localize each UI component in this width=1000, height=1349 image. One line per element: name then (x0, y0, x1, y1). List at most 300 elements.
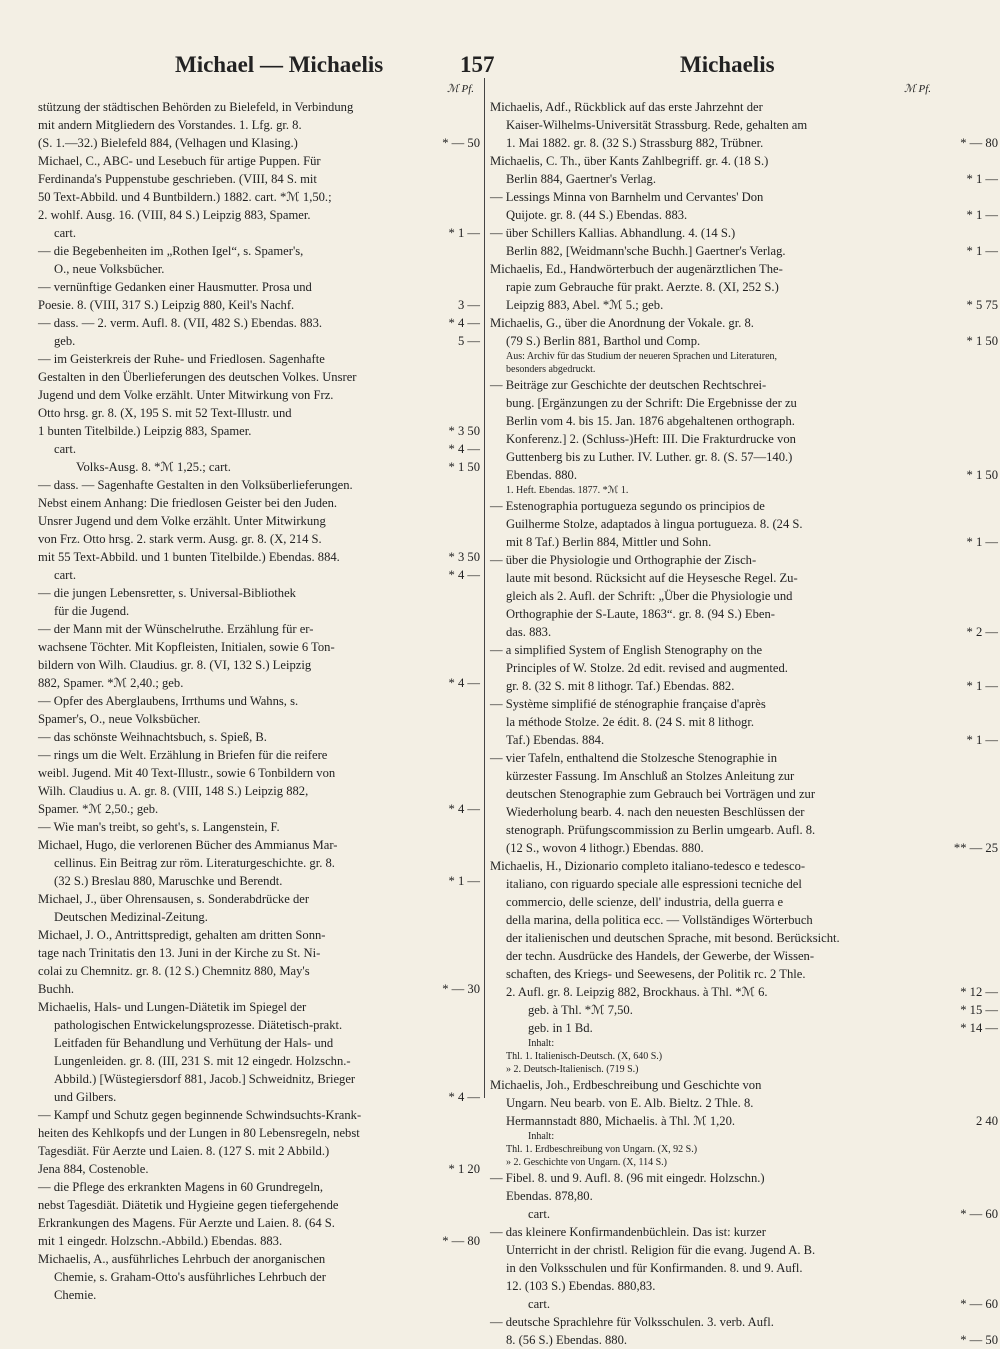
entry-text: für die Jugend. (54, 604, 130, 618)
entry-line (490, 1241, 938, 1259)
entry-text: commercio, delle scienze, dell' industria, della guerra e (506, 895, 784, 909)
entry-line (490, 857, 938, 875)
entry-line (490, 206, 998, 224)
entry-text: Berlin vom 4. bis 15. Jan. 1876 abgehaltenen orthograph. (506, 414, 795, 428)
entry-line (38, 584, 478, 602)
entry-price: * 15 — (960, 1003, 998, 1017)
entry-price: * 1 20 (448, 1162, 480, 1176)
entry-line (38, 728, 478, 746)
entry-text: Berlin 884, Gaertner's Verlag. (506, 172, 656, 186)
entry-line (490, 929, 938, 947)
entry-text: bung. [Ergänzungen zu der Schrift: Die Ergebnisse der zu (506, 396, 797, 410)
entry-text: Michaelis, Adf., Rückblick auf das erste Jahrzehnt der (490, 100, 763, 114)
entry-text: 8. (56 S.) Ebendas. 880. (506, 1333, 628, 1347)
entry-line (490, 116, 938, 134)
entry-line (490, 314, 938, 332)
entry-text: Konferenz.] 2. (Schluss-)Heft: III. Die Frakturdrucke von (506, 432, 796, 446)
entry-text: cart. (54, 226, 77, 240)
entry-text: Unsrer Jugend und dem Volke erzählt. Unter Mitwirkung (38, 514, 326, 528)
entry-line (38, 512, 478, 530)
entry-price: * 12 — (960, 985, 998, 999)
entry-line (490, 1295, 998, 1313)
entry-price: * 1 — (448, 226, 480, 240)
entry-text: 1 bunten Titelbilde.) Leipzig 883, Spamer. (38, 424, 252, 438)
entry-text: Michaelis, Joh., Erdbeschreibung und Geschichte von (490, 1078, 762, 1092)
entry-line (490, 731, 998, 749)
entry-text: Michaelis, C. Th., über Kants Zahlbegriff. gr. 4. (18 S.) (490, 154, 769, 168)
entry-line (38, 674, 478, 692)
entry-line (38, 818, 478, 836)
entry-line (490, 623, 998, 641)
entry-text: Unterricht in der christl. Religion für die evang. Jugend A. B. (506, 1243, 816, 1257)
entry-line (490, 749, 938, 767)
entry-line (490, 448, 938, 466)
entry-text: 12. (103 S.) Ebendas. 880,83. (506, 1279, 656, 1293)
entry-line (38, 134, 478, 152)
entry-text: Michael, J. O., Antrittspredigt, gehalten am dritten Sonn- (38, 928, 326, 942)
entry-text: Hermannstadt 880, Michaelis. à Thl. ℳ 1,20. (506, 1114, 736, 1128)
entry-text: — über Schillers Kallias. Abhandlung. 4. (14 S.) (490, 226, 736, 240)
entry-price: * 1 — (966, 733, 998, 747)
entry-line (38, 764, 478, 782)
entry-line (38, 152, 478, 170)
entry-text: cellinus. Ein Beitrag zur röm. Literaturgeschichte. gr. 8. (54, 856, 335, 870)
entry-text: » 2. Geschichte von Ungarn. (X, 114 S.) (506, 1157, 667, 1168)
entry-text: Chemie, s. Graham-Otto's ausführliches Lehrbuch der (54, 1270, 326, 1284)
entry-text: — vernünftige Gedanken einer Hausmutter. Prosa und (38, 280, 312, 294)
entry-line (38, 1268, 478, 1286)
entry-price: * 4 — (448, 316, 480, 330)
entry-price: * 3 50 (448, 424, 480, 438)
entry-line (38, 188, 478, 206)
entry-line (490, 1130, 938, 1143)
entry-text: Jena 884, Costenoble. (38, 1162, 149, 1176)
entry-line (38, 386, 478, 404)
entry-text: (79 S.) Berlin 881, Barthol und Comp. (506, 334, 701, 348)
entry-text: gleich als 2. Aufl. der Schrift: „Über die Physiologie und (506, 589, 793, 603)
entry-text: Principles of W. Stolze. 2d edit. revised and augmented. (506, 661, 788, 675)
entry-text: rapie zum Gebrauche für prakt. Aerzte. 8. (XI, 252 S.) (506, 280, 779, 294)
entry-price: * 1 50 (966, 334, 998, 348)
entry-line (490, 875, 938, 893)
entry-line (490, 260, 938, 278)
entry-text: (32 S.) Breslau 880, Maruschke und Berendt. (54, 874, 283, 888)
entry-line (490, 767, 938, 785)
entry-line (38, 170, 478, 188)
entry-line (490, 1205, 998, 1223)
entry-text: 2. Aufl. gr. 8. Leipzig 882, Brockhaus. à Thl. *ℳ 6. (506, 985, 768, 999)
entry-line (38, 710, 478, 728)
entry-line (490, 1143, 938, 1156)
entry-line (490, 785, 938, 803)
entry-text: Buchh. (38, 982, 75, 996)
entry-line (38, 494, 478, 512)
entry-text: — Opfer des Aberglaubens, Irrthums und Wahns, s. (38, 694, 299, 708)
entry-line (490, 296, 998, 314)
entry-price: * 14 — (960, 1021, 998, 1035)
entry-line (490, 1112, 998, 1130)
entry-line (490, 376, 938, 394)
entry-text: cart. (528, 1207, 551, 1221)
entry-line (490, 224, 938, 242)
price-column-head-right: ℳ Pf. (904, 83, 932, 95)
entry-text: Nebst einem Anhang: Die friedlosen Geister bei den Juden. (38, 496, 338, 510)
entry-line (38, 1232, 478, 1250)
entry-line (490, 430, 938, 448)
entry-price: * 1 — (966, 172, 998, 186)
entry-text: Leipzig 883, Abel. *ℳ 5.; geb. (506, 298, 664, 312)
entry-text: stützung der städtischen Behörden zu Bielefeld, in Verbindung (38, 100, 354, 114)
entry-line (38, 350, 478, 368)
entry-text: — dass. — 2. verm. Aufl. 8. (VII, 482 S.) Ebendas. 883. (38, 316, 323, 330)
entry-text: 2. wohlf. Ausg. 16. (VIII, 84 S.) Leipzig 883, Spamer. (38, 208, 311, 222)
entry-text: Guttenberg bis zu Luther. IV. Luther. gr. 8. (S. 57—140.) (506, 450, 793, 464)
entry-text: besonders abgedruckt. (506, 364, 596, 375)
entry-text: (12 S., wovon 4 lithogr.) Ebendas. 880. (506, 841, 704, 855)
entry-text: Michaelis, Ed., Handwörterbuch der augenärztlichen The- (490, 262, 783, 276)
entry-text: der techn. Ausdrücke des Handels, der Gewerbe, der Wissen- (506, 949, 815, 963)
entry-price: * 1 — (966, 208, 998, 222)
entry-line (490, 1063, 938, 1076)
entry-line (490, 1050, 938, 1063)
entry-line (490, 533, 998, 551)
entry-text: 1. Mai 1882. gr. 8. (32 S.) Strassburg 882, Trübner. (506, 136, 764, 150)
entry-text: cart. (54, 442, 77, 456)
entry-line (490, 983, 998, 1001)
entry-line (38, 422, 478, 440)
entry-text: und Gilbers. (54, 1090, 117, 1104)
entry-line (38, 944, 478, 962)
entry-text: Inhalt: (528, 1038, 555, 1049)
entry-line (490, 1094, 938, 1112)
entry-text: pathologischen Entwickelungsprozesse. Diätetisch-prakt. (54, 1018, 343, 1032)
entry-text: Thl. 1. Italienisch-Deutsch. (X, 640 S.) (506, 1051, 663, 1062)
entry-line (38, 602, 478, 620)
entry-price: * 1 — (448, 874, 480, 888)
entry-line (490, 170, 998, 188)
entry-text: Spamer's, O., neue Volksbücher. (38, 712, 201, 726)
entry-price: * — 50 (960, 1333, 998, 1347)
entry-line (38, 854, 478, 872)
entry-text: geb. in 1 Bd. (528, 1021, 593, 1035)
entry-text: 1. Heft. Ebendas. 1877. *ℳ 1. (506, 485, 629, 496)
entry-line (38, 1142, 478, 1160)
entry-text: Poesie. 8. (VIII, 317 S.) Leipzig 880, Keil's Nachf. (38, 298, 295, 312)
entry-line (38, 566, 478, 584)
entry-line (38, 890, 478, 908)
entry-line (38, 746, 478, 764)
entry-text: Inhalt: (528, 1131, 555, 1142)
entry-line (38, 1106, 478, 1124)
entry-text: — Kampf und Schutz gegen beginnende Schwindsuchts-Krank- (38, 1108, 362, 1122)
entry-line (38, 548, 478, 566)
entry-line (38, 440, 478, 458)
running-head-left: Michael — Michaelis (175, 52, 384, 77)
entry-line (38, 1124, 478, 1142)
entry-line (38, 206, 478, 224)
entry-line (38, 296, 478, 314)
entry-line (38, 476, 478, 494)
entry-text: colai zu Chemnitz. gr. 8. (12 S.) Chemnitz 880, May's (38, 964, 310, 978)
entry-line (38, 656, 478, 674)
entry-text: Ungarn. Neu bearb. von E. Alb. Bieltz. 2 Thle. 8. (506, 1096, 754, 1110)
entry-line (490, 515, 938, 533)
entry-text: deutschen Stenographie zum Gebrauch bei Vorträgen und zur (506, 787, 816, 801)
entry-price: * 5 75 (966, 298, 998, 312)
entry-text: weibl. Jugend. Mit 40 Text-Illustr., sowie 6 Tonbildern von (38, 766, 336, 780)
right-column (490, 98, 998, 1349)
entry-text: Orthographie der S-Laute, 1863“. gr. 8. (94 S.) Eben- (506, 607, 775, 621)
entry-line (490, 1019, 998, 1037)
column-divider (484, 78, 485, 1098)
entry-text: Kaiser-Wilhelms-Universität Strassburg. Rede, gehalten am (506, 118, 808, 132)
price-column-head-left: ℳ Pf. (447, 83, 475, 95)
entry-line (490, 1169, 938, 1187)
entry-text: Volks-Ausg. 8. *ℳ 1,25.; cart. (76, 460, 231, 474)
entry-text: Wilh. Claudius u. A. gr. 8. (VIII, 148 S.) Leipzig 882, (38, 784, 309, 798)
entry-line (490, 1156, 938, 1169)
entry-text: stenograph. Prüfungscommission zu Berlin umgearb. Aufl. 8. (506, 823, 816, 837)
entry-text: Michaelis, G., über die Anordnung der Vokale. gr. 8. (490, 316, 754, 330)
entry-line (38, 836, 478, 854)
entry-line (490, 551, 938, 569)
entry-line (38, 530, 478, 548)
entry-text: — über die Physiologie und Orthographie der Zisch- (490, 553, 757, 567)
entry-line (490, 152, 938, 170)
entry-line (490, 466, 998, 484)
entry-price: * 2 — (966, 625, 998, 639)
entry-text: — das schönste Weihnachtsbuch, s. Spieß, B. (38, 730, 267, 744)
entry-line (490, 893, 938, 911)
entry-line (490, 1331, 998, 1349)
entry-line (490, 278, 938, 296)
entry-text: italiano, con riguardo speciale alle espressioni tecniche del (506, 877, 802, 891)
entry-text: della marina, della politica ecc. — Vollständiges Wörterbuch (506, 913, 813, 927)
entry-line (38, 332, 478, 350)
entry-text: — Fibel. 8. und 9. Aufl. 8. (96 mit eingedr. Holzschn.) (490, 1171, 765, 1185)
entry-price: * 1 50 (448, 460, 480, 474)
entry-line (38, 404, 478, 422)
entry-line (490, 1076, 938, 1094)
entry-text: laute mit besond. Rücksicht auf die Heysesche Regel. Zu- (506, 571, 798, 585)
entry-line (490, 1313, 938, 1331)
entry-line (38, 314, 478, 332)
entry-text: mit 1 eingedr. Holzschn.-Abbild.) Ebendas. 883. (38, 1234, 283, 1248)
entry-line (38, 1250, 478, 1268)
running-head-right: Michaelis (680, 52, 775, 77)
entry-line (38, 224, 478, 242)
entry-line (490, 569, 938, 587)
entry-text: mit andern Mitgliedern des Vorstandes. 1. Lfg. gr. 8. (38, 118, 302, 132)
entry-text: — Lessings Minna von Barnhelm und Cervantes' Don (490, 190, 764, 204)
entry-price: * 1 — (966, 679, 998, 693)
entry-line (490, 587, 938, 605)
entry-line (38, 368, 478, 386)
entry-price: * 4 — (448, 1090, 480, 1104)
entry-line (490, 350, 938, 363)
entry-line (38, 260, 478, 278)
entry-line (38, 1160, 478, 1178)
entry-line (38, 1088, 478, 1106)
entry-text: Abbild.) [Wüstegiersdorf 881, Jacob.] Schweidnitz, Brieger (54, 1072, 356, 1086)
entry-text: Michaelis, Hals- und Lungen-Diätetik im Spiegel der (38, 1000, 307, 1014)
entry-text: schaften, des Kriegs- und Seewesens, der Politik rc. 2 Thle. (506, 967, 806, 981)
entry-text: — die jungen Lebensretter, s. Universal-Bibliothek (38, 586, 296, 600)
entry-text: von Frz. Otto hrsg. 2. stark verm. Ausg. gr. 8. (X, 214 S. (38, 532, 322, 546)
entry-price: * 4 — (448, 568, 480, 582)
entry-line (38, 116, 478, 134)
entry-line (38, 1286, 478, 1304)
entry-text: — vier Tafeln, enthaltend die Stolzesche Stenographie in (490, 751, 778, 765)
entry-text: tage nach Trinitatis den 13. Juni in der Kirche zu St. Ni- (38, 946, 321, 960)
entry-line (490, 497, 938, 515)
entry-text: Lungenleiden. gr. 8. (III, 231 S. mit 12 eingedr. Holzschn.- (54, 1054, 351, 1068)
entry-text: nebst Tagesdiät. Diätetik und Hygieine gegen tiefergehende (38, 1198, 339, 1212)
entry-text: Erkrankungen des Magens. Für Aerzte und Laien. 8. (64 S. (38, 1216, 335, 1230)
entry-text: Deutschen Medizinal-Zeitung. (54, 910, 208, 924)
entry-text: Aus: Archiv für das Studium der neueren Sprachen und Literaturen, (506, 351, 778, 362)
entry-line (38, 908, 478, 926)
entry-text: bildern von Wilh. Claudius. gr. 8. (VI, 132 S.) Leipzig (38, 658, 312, 672)
entry-line (490, 659, 938, 677)
entry-text: in den Volksschulen und für Konfirmanden. 8. und 9. Aufl. (506, 1261, 803, 1275)
entry-text: mit 8 Taf.) Berlin 884, Mittler und Sohn. (506, 535, 712, 549)
entry-line (38, 278, 478, 296)
entry-line (38, 800, 478, 818)
entry-text: — Système simplifié de sténographie française d'après (490, 697, 766, 711)
entry-text: Leitfaden für Behandlung und Verhütung der Hals- und (54, 1036, 334, 1050)
entry-line (38, 1052, 478, 1070)
entry-line (38, 1214, 478, 1232)
entry-line (490, 1037, 938, 1050)
entry-line (38, 458, 478, 476)
entry-text: Michael, Hugo, die verlorenen Bücher des Ammianus Mar- (38, 838, 338, 852)
entry-line (38, 242, 478, 260)
entry-text: — Wie man's treibt, so geht's, s. Langenstein, F. (38, 820, 280, 834)
entry-text: Spamer. *ℳ 2,50.; geb. (38, 802, 159, 816)
entry-line (490, 363, 938, 376)
entry-text: Gestalten in den Überlieferungen des deutschen Volkes. Unsrer (38, 370, 357, 384)
entry-text: Michaelis, H., Dizionario completo italiano-tedesco e tedesco- (490, 859, 806, 873)
entry-text: kürzester Fassung. Im Anschluß an Stolzes Anleitung zur (506, 769, 795, 783)
entry-text: — deutsche Sprachlehre für Volksschulen. 3. verb. Aufl. (490, 1315, 774, 1329)
entry-price: * — 30 (442, 982, 480, 996)
entry-line (490, 98, 938, 116)
entry-line (490, 188, 938, 206)
entry-text: cart. (528, 1297, 551, 1311)
entry-text: 882, Spamer. *ℳ 2,40.; geb. (38, 676, 184, 690)
entry-line (38, 980, 478, 998)
entry-text: — rings um die Welt. Erzählung in Briefen für die reifere (38, 748, 328, 762)
entry-price: 5 — (457, 334, 480, 348)
entry-text: — Beiträge zur Geschichte der deutschen Rechtschrei- (490, 378, 767, 392)
entry-text: Quijote. gr. 8. (44 S.) Ebendas. 883. (506, 208, 688, 222)
entry-line (490, 605, 938, 623)
entry-text: — die Begebenheiten im „Rothen Igel“, s. Spamer's, (38, 244, 304, 258)
entry-line (490, 332, 998, 350)
entry-line (490, 641, 938, 659)
entry-text: Michael, J., über Ohrensausen, s. Sonderabdrücke der (38, 892, 310, 906)
entry-line (38, 98, 478, 116)
entry-text: Tagesdiät. Für Aerzte und Laien. 8. (127 S. mit 2 Abbild.) (38, 1144, 330, 1158)
left-column (38, 98, 478, 1304)
entry-text: (S. 1.—32.) Bielefeld 884, (Velhagen und Klasing.) (38, 136, 298, 150)
entry-text: heiten des Kehlkopfs und der Lungen in 80 Lebensregeln, nebst (38, 1126, 360, 1140)
entry-text: der italienischen und deutschen Sprache, mit besond. Berücksicht. (506, 931, 840, 945)
entry-line (38, 638, 478, 656)
entry-line (490, 821, 938, 839)
entry-line (38, 962, 478, 980)
entry-line (38, 1196, 478, 1214)
entry-line (490, 1001, 998, 1019)
entry-price: * — 60 (960, 1207, 998, 1221)
entry-line (490, 803, 938, 821)
entry-line (38, 872, 478, 890)
entry-price: * — 50 (442, 136, 480, 150)
entry-price: * 4 — (448, 802, 480, 816)
entry-line (38, 1070, 478, 1088)
entry-line (490, 947, 938, 965)
entry-text: — im Geisterkreis der Ruhe- und Friedlosen. Sagenhafte (38, 352, 325, 366)
entry-text: Jugend und dem Volke erzählt. Unter Mitwirkung von Frz. (38, 388, 334, 402)
entry-line (490, 695, 938, 713)
entry-text: — Estenographia portugueza segundo os principios de (490, 499, 765, 513)
entry-price: * 1 50 (966, 468, 998, 482)
entry-line (490, 134, 998, 152)
entry-text: Ebendas. 880. (506, 468, 577, 482)
page-number: 157 (460, 52, 495, 77)
entry-price: * — 80 (960, 136, 998, 150)
entry-text: Chemie. (54, 1288, 97, 1302)
entry-line (38, 926, 478, 944)
entry-line (490, 1223, 938, 1241)
entry-line (38, 1016, 478, 1034)
entry-text: Taf.) Ebendas. 884. (506, 733, 605, 747)
entry-text: » 2. Deutsch-Italienisch. (719 S.) (506, 1064, 639, 1075)
entry-price: * 4 — (448, 676, 480, 690)
entry-price: * 4 — (448, 442, 480, 456)
entry-price: * 3 50 (448, 550, 480, 564)
entry-text: Berlin 882, [Weidmann'sche Buchh.] Gaertner's Verlag. (506, 244, 786, 258)
entry-line (490, 1277, 938, 1295)
entry-text: Otto hrsg. gr. 8. (X, 195 S. mit 52 Text-Illustr. und (38, 406, 292, 420)
entry-price: * 1 — (966, 535, 998, 549)
entry-text: das. 883. (506, 625, 552, 639)
entry-line (38, 782, 478, 800)
entry-price: * — 60 (960, 1297, 998, 1311)
entry-line (490, 242, 998, 260)
entry-price: * 1 — (966, 244, 998, 258)
entry-text: Ferdinanda's Puppenstube geschrieben. (VIII, 84 S. mit (38, 172, 317, 186)
entry-text: Ebendas. 878,80. (506, 1189, 593, 1203)
entry-text: — der Mann mit der Wünschelruthe. Erzählung für er- (38, 622, 314, 636)
entry-line (490, 911, 938, 929)
entry-line (38, 1178, 478, 1196)
entry-line (490, 484, 938, 497)
entry-text: Michael, C., ABC- und Lesebuch für artige Puppen. Für (38, 154, 321, 168)
entry-price: * — 80 (442, 1234, 480, 1248)
entry-text: la méthode Stolze. 2e édit. 8. (24 S. mit 8 lithogr. (506, 715, 754, 729)
entry-line (38, 1034, 478, 1052)
entry-price: 3 — (457, 298, 480, 312)
entry-line (490, 394, 938, 412)
entry-text: mit 55 Text-Abbild. und 1 bunten Titelbilde.) Ebendas. 884. (38, 550, 340, 564)
entry-text: — a simplified System of English Stenography on the (490, 643, 763, 657)
entry-line (490, 677, 998, 695)
entry-line (38, 692, 478, 710)
entry-line (38, 620, 478, 638)
entry-text: — die Pflege des erkrankten Magens in 60 Grundregeln, (38, 1180, 324, 1194)
